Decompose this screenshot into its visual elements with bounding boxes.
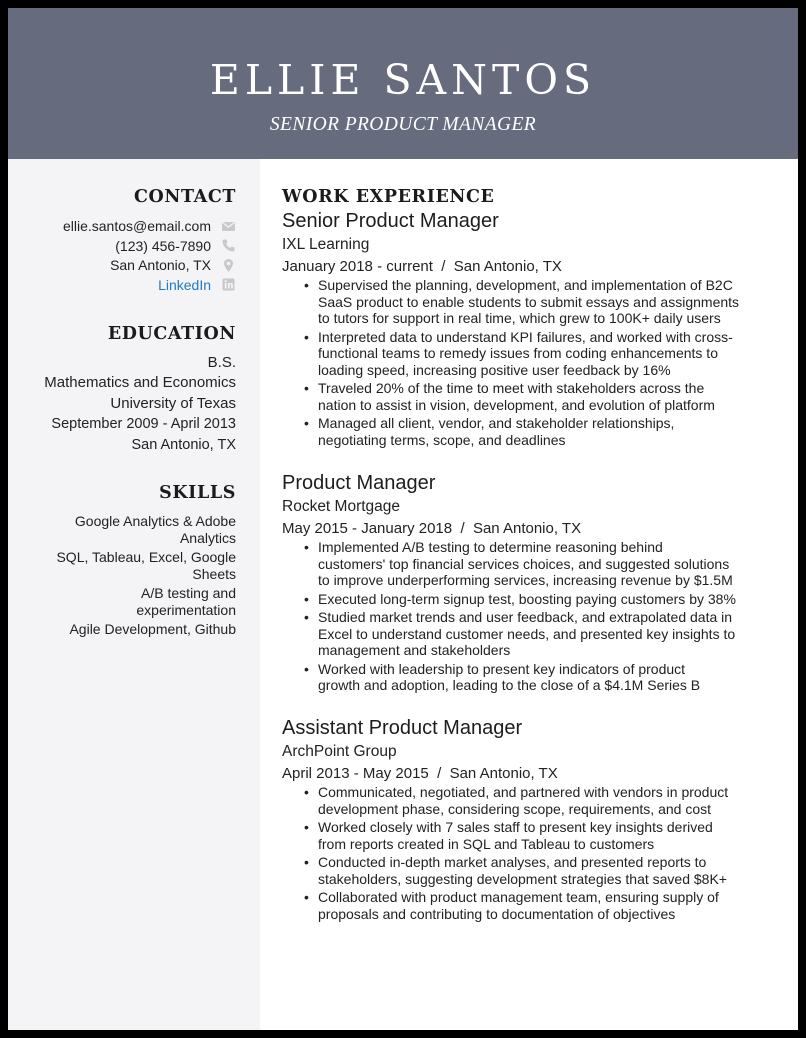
sidebar — [8, 159, 260, 1030]
list-item: • Studied market trends and user feedback, and extrapolated data in Excel to understand customer needs, and presented key insights to management and stakeholders — [304, 609, 754, 659]
linkedin-link[interactable]: LinkedIn — [158, 276, 211, 293]
list-item: • Conducted in-depth market analyses, and presented reports to stakeholders, suggesting development strategies that saved $8K+ — [304, 854, 754, 887]
list-item: • Managed all client, vendor, and stakeholder relationships, negotiating terms, scope, and deadlines — [304, 415, 754, 448]
contact-phone: (123) 456-7890 — [115, 237, 211, 254]
contact-location: San Antonio, TX — [110, 257, 211, 274]
job-dates: May 2015 - January 2018 / San Antonio, TX — [282, 520, 582, 537]
job-bullets — [304, 784, 754, 924]
contact-linkedin-row — [63, 275, 236, 295]
contact-location-row — [63, 256, 236, 276]
list-item: • Executed long-term signup test, boosting paying customers by 38% — [304, 591, 754, 608]
contact-phone-row — [63, 236, 236, 256]
job-title: Senior Product Manager — [282, 210, 499, 232]
list-item: • Collaborated with product management team, ensuring supply of proposals and contributing to documentation of objectives — [304, 889, 754, 922]
resume-header — [8, 8, 798, 159]
job-dates: January 2018 - current / San Antonio, TX — [282, 258, 562, 275]
contact-email-row — [63, 217, 236, 237]
education-section — [44, 326, 236, 455]
work-experience-heading: WORK EXPERIENCE — [282, 187, 495, 207]
list-item: • Implemented A/B testing to determine reasoning behind customers' top financial services choices, and suggested solutions to improve underperforming services, increasing revenue by $1.5M — [304, 539, 754, 589]
contact-email[interactable]: ellie.santos@email.com — [62, 218, 211, 235]
skill-item: A/B testing and experimentation — [136, 584, 236, 618]
candidate-name: ELLIE SANTOS — [209, 56, 597, 104]
list-item: • Interpreted data to understand KPI failures, and worked with cross- functional teams to remedy issues from coding enhancements to loading speed, increasing positive user feedback by 16% — [304, 329, 754, 379]
skill-item: Google Analytics & Adobe Analytics — [74, 512, 236, 546]
education-location: San Antonio, TX — [131, 436, 236, 453]
skill-item: Agile Development, Github — [69, 620, 236, 637]
phone-icon — [221, 238, 236, 253]
candidate-title: SENIOR PRODUCT MANAGER — [269, 114, 537, 135]
job-bullets — [304, 539, 754, 696]
education-heading: EDUCATION — [107, 324, 236, 344]
job-company: IXL Learning — [282, 236, 370, 253]
job-company: Rocket Mortgage — [282, 498, 401, 515]
map-pin-icon — [221, 258, 236, 273]
education-degree: B.S. — [207, 353, 236, 371]
list-item: • Supervised the planning, development, and implementation of B2C SaaS product to enable students to submit essays and assignments to tutors for support in real time, which grew to 100K+ daily users — [304, 277, 754, 327]
list-item: • Communicated, negotiated, and partnered with vendors in product development phase, considering scope, requirements, and cost — [304, 784, 754, 817]
education-dates: September 2009 - April 2013 — [51, 416, 236, 432]
job-company: ArchPoint Group — [282, 743, 397, 760]
job-bullets — [304, 277, 754, 450]
linkedin-icon — [221, 277, 236, 292]
skill-item: SQL, Tableau, Excel, Google Sheets — [56, 548, 236, 582]
contact-section — [63, 189, 236, 295]
job-dates: April 2013 - May 2015 / San Antonio, TX — [282, 765, 558, 782]
job-title: Product Manager — [282, 472, 436, 494]
job-title: Assistant Product Manager — [282, 717, 523, 739]
envelope-icon — [221, 219, 236, 234]
skills-heading: SKILLS — [159, 483, 236, 503]
resume-page — [8, 8, 798, 1030]
education-field: Mathematics and Economics — [44, 374, 236, 391]
list-item: • Traveled 20% of the time to meet with stakeholders across the nation to assist in vision, development, and evolution of platform — [304, 380, 754, 413]
education-school: University of Texas — [110, 394, 236, 412]
contact-heading: CONTACT — [134, 187, 236, 207]
list-item: • Worked with leadership to present key indicators of product growth and adoption, leading to the close of a $4.1M Series B — [304, 661, 754, 694]
list-item: • Worked closely with 7 sales staff to present key insights derived from reports created in SQL and Tableau to customers — [304, 819, 754, 852]
skills-section — [56, 485, 236, 640]
